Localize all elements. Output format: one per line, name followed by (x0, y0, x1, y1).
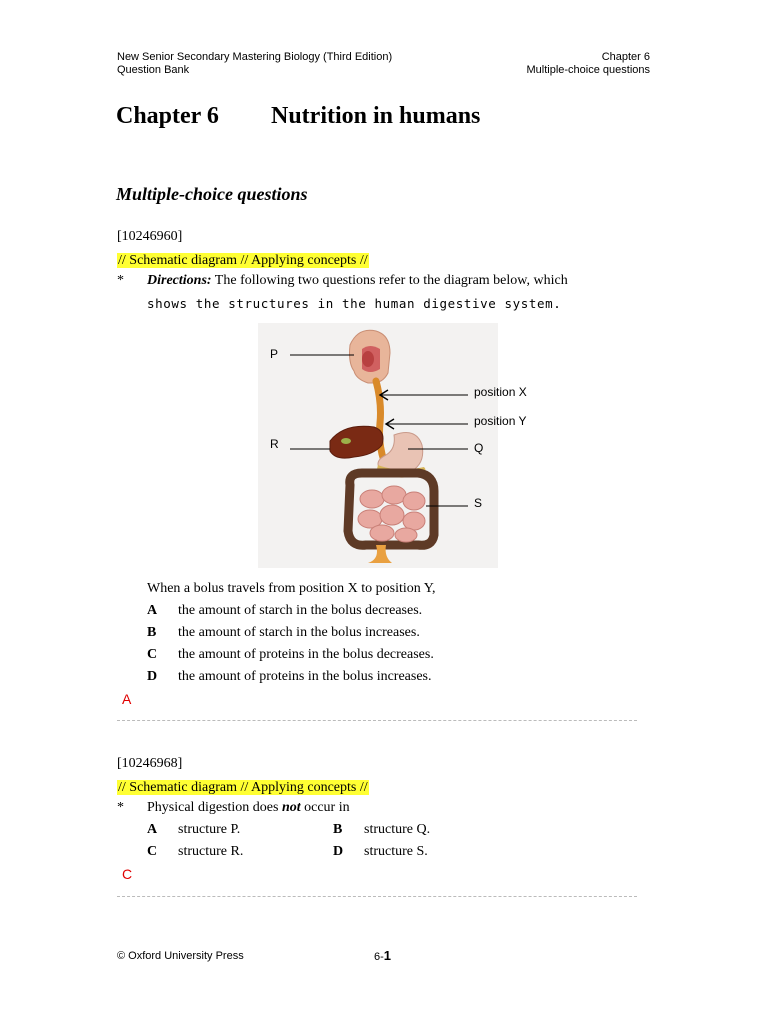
label-r: R (270, 437, 279, 451)
chapter-ref: Chapter 6 (601, 51, 650, 63)
q1-star: * (117, 273, 124, 288)
question-bank-label: Question Bank (117, 64, 190, 76)
q2-option-c-text: structure R. (178, 844, 244, 859)
q1-option-c-text: the amount of proteins in the bolus decreases. (178, 647, 434, 662)
q2-option-a-text: structure P. (178, 822, 241, 837)
footer-page (374, 948, 391, 963)
tongue-shape (362, 351, 374, 367)
q1-option-b-letter: B (147, 625, 157, 640)
q1-stem: When a bolus travels from position X to position Y, (147, 581, 436, 596)
q2-option-d-text: structure S. (364, 844, 428, 859)
q2-option-b-letter: B (333, 822, 343, 837)
q1-directions (147, 273, 568, 289)
footer-publisher: © Oxford University Press (117, 950, 244, 962)
q2-option-b-text: structure Q. (364, 822, 431, 837)
q2-answer: C (122, 866, 133, 882)
q1-option-b-text: the amount of starch in the bolus increases. (178, 625, 420, 640)
label-s: S (474, 496, 483, 510)
q1-option-c-letter: C (147, 647, 158, 662)
label-q: Q (474, 441, 484, 455)
label-p: P (270, 347, 279, 361)
q1-directions-text: The following two questions refer to the diagram below, which (211, 273, 568, 288)
section-ref: Multiple-choice questions (526, 64, 650, 76)
q2-stem-emphasis: not (281, 800, 301, 815)
q1-option-a-text: the amount of starch in the bolus decreases. (178, 603, 423, 618)
q2-divider (117, 896, 637, 897)
q1-tags-wrap (117, 251, 369, 269)
q1-answer: A (122, 691, 132, 707)
chapter-number: Chapter 6 (116, 103, 219, 129)
q1-divider (117, 720, 637, 721)
label-position-x: position X (474, 385, 527, 399)
q1-option-d-letter: D (147, 669, 158, 684)
gall-bladder-shape (341, 438, 351, 444)
q1-option-a-letter: A (147, 603, 158, 618)
q2-tags: // Schematic diagram // Applying concepts // (118, 780, 368, 795)
header-right (526, 51, 650, 77)
q1-option-d-text: the amount of proteins in the bolus increases. (178, 669, 432, 684)
header-left (117, 51, 392, 77)
q2-option-d-letter: D (333, 844, 344, 859)
section-title: Multiple-choice questions (116, 184, 308, 204)
label-position-y: position Y (474, 414, 527, 428)
q2-stem (147, 800, 350, 816)
book-title: New Senior Secondary Mastering Biology (Third Edition) (117, 51, 393, 63)
digestive-system-figure (258, 323, 498, 568)
q2-option-c-letter: C (147, 844, 158, 859)
q2-option-a-letter: A (147, 822, 158, 837)
q2-tags-wrap (117, 778, 369, 796)
q2-stem-pre: Physical digestion does (147, 800, 282, 815)
q2-stem-post: occur in (300, 800, 350, 815)
q1-directions-label: Directions: (147, 273, 212, 288)
q2-id: [10246968] (117, 756, 183, 771)
q1-directions-line2: shows the structures in the human digestive system. (147, 296, 562, 311)
footer-page-number: 1 (383, 948, 392, 963)
q1-id: [10246960] (117, 229, 183, 244)
footer-page-prefix: 6- (374, 951, 384, 963)
q2-star: * (117, 800, 124, 815)
digestive-system-diagram (258, 323, 498, 568)
q1-tags: // Schematic diagram // Applying concepts // (118, 253, 368, 268)
chapter-title: Nutrition in humans (271, 103, 481, 129)
